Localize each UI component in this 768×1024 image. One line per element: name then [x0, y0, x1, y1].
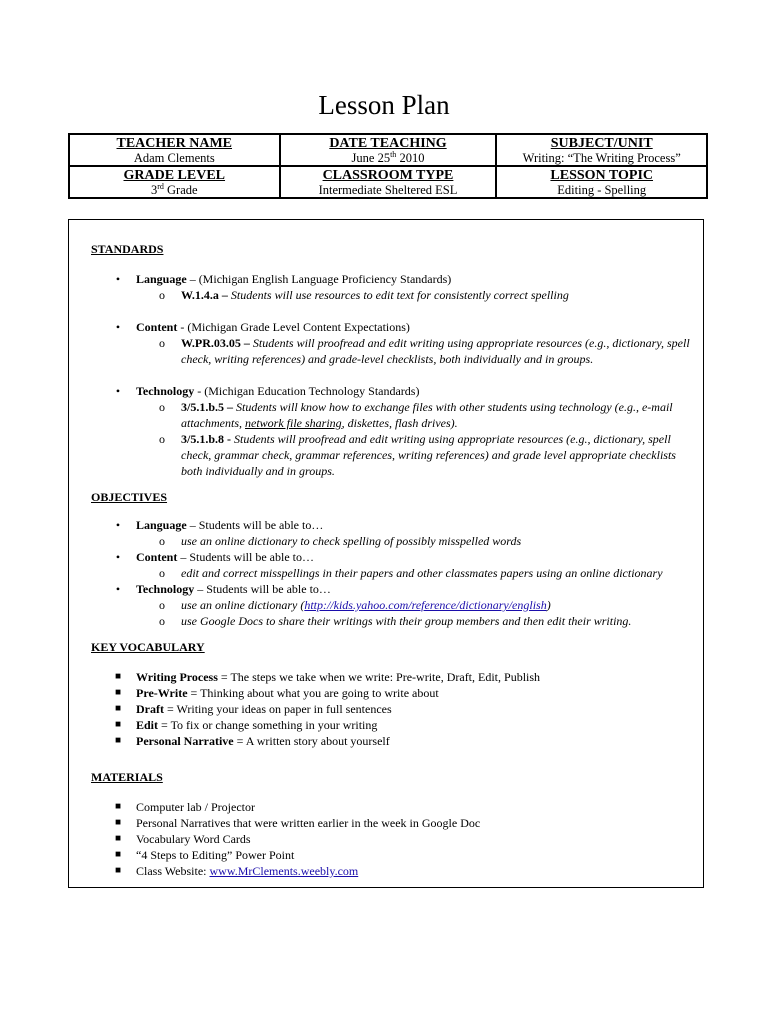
- standards-list: [91, 271, 691, 303]
- lesson-topic-value: Editing - Spelling: [557, 183, 647, 197]
- square-bullet-marker: ■: [114, 833, 122, 844]
- info-row-2: [69, 166, 707, 198]
- lesson-topic-label: LESSON TOPIC: [550, 168, 654, 183]
- standard-technology: [91, 383, 691, 399]
- standard-content-sub: [91, 335, 691, 367]
- vocabulary-definition: = To fix or change something in your writing: [158, 718, 378, 732]
- material-text: Computer lab / Projector: [136, 800, 255, 814]
- standard-code: 3/5.1.b.5 –: [181, 400, 234, 414]
- date-suffix: th: [390, 149, 397, 159]
- objective-intro: – Students will be able to…: [177, 550, 314, 564]
- bullet-marker: •: [115, 550, 121, 564]
- class-website-link[interactable]: www.MrClements.weebly.com: [209, 864, 359, 878]
- vocabulary-definition: = A written story about yourself: [233, 734, 390, 748]
- material-item: [91, 815, 691, 831]
- objective-content: [91, 549, 691, 565]
- objective-technology: [91, 581, 691, 597]
- vocabulary-list: [91, 669, 691, 749]
- standard-technology-sub-1: [91, 399, 691, 431]
- material-item: [91, 847, 691, 863]
- standard-code: 3/5.1.b.8 -: [181, 432, 232, 446]
- date-cell: [280, 134, 497, 166]
- sub-marker: o: [159, 432, 165, 446]
- vocabulary-term: Writing Process: [136, 670, 218, 684]
- standard-language-sub: [91, 287, 691, 303]
- standard-label: Content: [136, 320, 178, 334]
- network-file-sharing-text: network file sharing: [245, 416, 342, 430]
- objective-label: Language: [136, 518, 187, 532]
- square-bullet-marker: ■: [114, 865, 122, 876]
- standards-list-technology: [91, 383, 691, 479]
- objective-language-item: [91, 533, 691, 549]
- vocabulary-term: Edit: [136, 718, 159, 732]
- bullet-marker: •: [115, 272, 121, 286]
- sub-marker: o: [159, 598, 165, 612]
- grade-level-label: GRADE LEVEL: [123, 168, 226, 183]
- vocabulary-item: [91, 733, 691, 749]
- standard-code: W.1.4.a –: [181, 288, 228, 302]
- objectives-heading: OBJECTIVES: [91, 490, 168, 504]
- info-row-1: [69, 134, 707, 166]
- key-vocabulary-heading: KEY VOCABULARY: [91, 640, 205, 654]
- objective-text: edit and correct misspellings in their papers and other classmates papers using an online dictionary: [181, 566, 663, 580]
- grade-number: 3: [150, 183, 158, 197]
- date-teaching-value: [283, 151, 494, 165]
- subject-cell: [496, 134, 707, 166]
- standard-text: Students will proofread and edit writing using appropriate resources (e.g., dictionary, spell check, writing references) and grade-level checklists, both individually and in groups.: [181, 336, 690, 366]
- standard-content: [91, 319, 691, 335]
- sub-marker: o: [159, 614, 165, 628]
- standard-description: – (Michigan English Language Proficiency Standards): [186, 272, 452, 286]
- square-bullet-marker: ■: [114, 735, 122, 746]
- bullet-marker: •: [115, 518, 121, 532]
- vocabulary-term: Personal Narrative: [136, 734, 234, 748]
- objective-label: Technology: [136, 582, 195, 596]
- vocabulary-term: Draft: [136, 702, 164, 716]
- classroom-type-label: CLASSROOM TYPE: [322, 168, 454, 183]
- materials-heading: MATERIALS: [91, 770, 163, 784]
- vocabulary-definition: = Thinking about what you are going to write about: [187, 686, 439, 700]
- material-text: Vocabulary Word Cards: [136, 832, 251, 846]
- square-bullet-marker: ■: [114, 687, 122, 698]
- material-text: Personal Narratives that were written earlier in the week in Google Doc: [136, 816, 481, 830]
- lesson-info-table: [68, 133, 708, 199]
- standards-heading: STANDARDS: [91, 242, 164, 256]
- standard-description: - (Michigan Grade Level Content Expectations): [177, 320, 410, 334]
- objective-intro: – Students will be able to…: [186, 518, 324, 532]
- classroom-cell: [280, 166, 497, 198]
- sub-marker: o: [159, 336, 165, 350]
- standard-text: Students will use resources to edit text for consistently correct spelling: [230, 288, 569, 302]
- subject-unit-value: Writing: “The Writing Process”: [522, 151, 681, 165]
- teacher-name-value: Adam Clements: [133, 151, 215, 165]
- bullet-marker: •: [115, 582, 121, 596]
- standard-label: Technology: [136, 384, 195, 398]
- sub-marker: o: [159, 288, 165, 302]
- date-teaching-label: DATE TEACHING: [329, 136, 447, 151]
- square-bullet-marker: ■: [114, 849, 122, 860]
- standard-language: [91, 271, 691, 287]
- lesson-content: [91, 241, 691, 879]
- objective-intro: – Students will be able to…: [194, 582, 331, 596]
- square-bullet-marker: ■: [114, 817, 122, 828]
- vocabulary-item: [91, 685, 691, 701]
- date-day: June 25: [351, 151, 391, 165]
- material-item: [91, 799, 691, 815]
- square-bullet-marker: ■: [114, 671, 122, 682]
- objective-text: ): [546, 598, 551, 612]
- objective-technology-item-1: [91, 597, 691, 613]
- standard-technology-sub-2: [91, 431, 691, 479]
- objective-technology-item-2: [91, 613, 691, 629]
- objective-text: use Google Docs to share their writings with their group members and then edit their writing.: [181, 614, 632, 628]
- objective-content-item: [91, 565, 691, 581]
- subject-unit-label: SUBJECT/UNIT: [550, 136, 653, 151]
- vocabulary-definition: = Writing your ideas on paper in full sentences: [163, 702, 392, 716]
- square-bullet-marker: ■: [114, 703, 122, 714]
- square-bullet-marker: ■: [114, 719, 122, 730]
- yahoo-dictionary-link[interactable]: http://kids.yahoo.com/reference/dictionary/english: [304, 598, 547, 612]
- standards-list-content: [91, 319, 691, 367]
- standard-description: - (Michigan Education Technology Standards): [194, 384, 420, 398]
- vocabulary-item: [91, 717, 691, 733]
- grade-word: Grade: [163, 183, 198, 197]
- vocabulary-item: [91, 701, 691, 717]
- vocabulary-item: [91, 669, 691, 685]
- teacher-cell: [69, 134, 280, 166]
- classroom-type-value: Intermediate Sheltered ESL: [318, 183, 458, 197]
- vocabulary-term: Pre-Write: [136, 686, 188, 700]
- sub-marker: o: [159, 566, 165, 580]
- material-item-website: [91, 863, 691, 879]
- square-bullet-marker: ■: [114, 801, 122, 812]
- class-website-label: Class Website:: [136, 864, 210, 878]
- bullet-marker: •: [115, 320, 121, 334]
- objective-text: use an online dictionary to check spelling of possibly misspelled words: [181, 534, 522, 548]
- vocabulary-definition: = The steps we take when we write: Pre-write, Draft, Edit, Publish: [217, 670, 541, 684]
- material-text: “4 Steps to Editing” Power Point: [136, 848, 295, 862]
- grade-level-value: [72, 183, 277, 197]
- standard-text: , diskettes, flash drives).: [341, 416, 458, 430]
- objectives-list: [91, 517, 691, 629]
- standard-text: Students will know how to exchange files with other students using technology (e.g., e-mail attachments,: [181, 400, 673, 430]
- teacher-name-label: TEACHER NAME: [116, 136, 233, 151]
- page-title: Lesson Plan: [318, 90, 450, 120]
- standard-text: Students will proofread and edit writing using appropriate resources (e.g., dictionary, spell check, grammar check, grammar references, writing references) and grade level appropriate checklists both individually and in groups.: [181, 432, 676, 478]
- grade-suffix: rd: [157, 181, 164, 191]
- grade-cell: [69, 166, 280, 198]
- standard-label: Language: [136, 272, 187, 286]
- materials-list: [91, 799, 691, 879]
- standard-code: W.PR.03.05 –: [181, 336, 250, 350]
- objective-language: [91, 517, 691, 533]
- objective-text: use an online dictionary (: [181, 598, 305, 612]
- bullet-marker: •: [115, 384, 121, 398]
- material-item: [91, 831, 691, 847]
- date-year: 2010: [396, 151, 425, 165]
- sub-marker: o: [159, 400, 165, 414]
- objective-label: Content: [136, 550, 178, 564]
- topic-cell: [496, 166, 707, 198]
- sub-marker: o: [159, 534, 165, 548]
